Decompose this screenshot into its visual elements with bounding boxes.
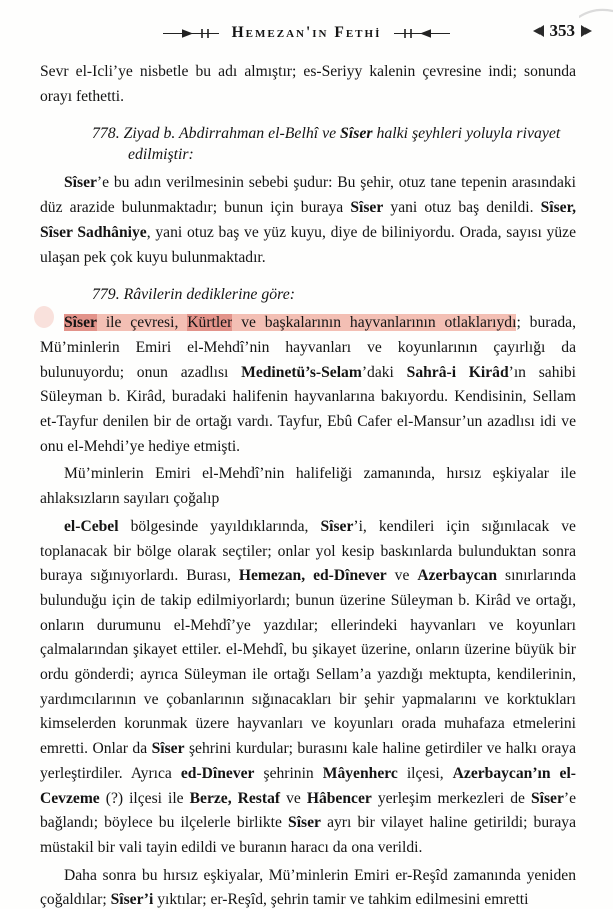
- text-run: Sîser, Sîser Sadhâniye: [40, 199, 576, 241]
- text-run: Berze, Restaf: [189, 789, 281, 807]
- paragraph: [40, 515, 576, 861]
- leaf-chevron-left-icon: [532, 24, 545, 38]
- text-run: Azerbaycan’ın el-Cevzeme: [40, 764, 576, 807]
- text-run: ve: [386, 567, 418, 585]
- highlighted-text: ile çevresi,: [96, 314, 188, 332]
- text-run: ; burada, Mü’minlerin Emiri el-Mehdî’nin hayvanları ve koyunlarının çayırlığı da bulunuyordu; onun azadlısı: [40, 314, 576, 381]
- text-run: Hemezan, ed-Dînever: [238, 567, 387, 585]
- text-run: Sîser’i: [110, 891, 154, 909]
- text-run: (?) ilçesi ile: [99, 789, 190, 807]
- text-run: şehrinin: [254, 764, 323, 782]
- page-number: 353: [549, 21, 575, 40]
- text-run: Sîser: [151, 740, 185, 758]
- text-run: yani otuz baş denildi.: [383, 199, 541, 217]
- page-body: [0, 60, 613, 909]
- text-run: Azerbaycan: [417, 567, 498, 585]
- text-run: Sîser: [530, 789, 564, 807]
- text-run: ’ın sahibi Süleyman b. Kirâd, buradaki halifenin hayvanlarına bakıyordu. Kendisinin, Sellam et-Tayfur denilen bir de ortağı vardı. Tayfur, Ebû Cafer el-Mansur’un azadlısı idi ve onu el-Mehdi’ye hediye etmişti.: [40, 363, 576, 455]
- highlighted-text: Kürtler: [187, 314, 233, 332]
- leaf-chevron-right-icon: [580, 24, 593, 38]
- text-run: Mâyenherc: [322, 764, 398, 782]
- text-run: Sîser: [288, 814, 321, 832]
- paragraph: [40, 60, 576, 109]
- running-head: [0, 20, 613, 46]
- paragraph: [40, 171, 576, 270]
- section-heading: [92, 284, 576, 305]
- text-run: ’daki: [361, 363, 407, 381]
- text-run: ve: [280, 789, 307, 807]
- text-run: şehrini kurdular; burasını kale haline getirdiler ve halkı oraya yerleştirdiler. Ayrıca: [40, 740, 576, 782]
- text-run: 778. Ziyad b. Abdirrahman el-Belhî ve: [92, 125, 341, 143]
- text-run: Hâbencer: [306, 789, 372, 807]
- text-run: 779. Râvilerin dediklerine göre:: [92, 286, 295, 304]
- highlight-smudge-artifact: [34, 306, 54, 328]
- text-run: Medinetü’s-Selam: [241, 363, 362, 381]
- text-run: ’e bağlandı; böylece bu ilçelerle birlikte: [40, 789, 576, 832]
- scan-streak-artifact: [579, 4, 613, 20]
- highlighted-text: ve başkalarının hayvanlarının otlaklarıydı: [232, 314, 517, 332]
- section-heading: [92, 123, 576, 165]
- folio: [532, 21, 594, 41]
- text-run: Sahrâ-i Kirâd: [406, 363, 509, 381]
- text-run: Sîser: [64, 174, 97, 192]
- text-run: ilçesi,: [397, 764, 453, 782]
- text-run: Sîser: [350, 199, 384, 217]
- text-run: ed-Dînever: [180, 764, 255, 782]
- text-run: ayrı bir vilayet haline getirildi; buraya müstakil bir vali tayin edildi ve buranın haracı da ona verildi.: [40, 814, 576, 856]
- highlighted-text: Sîser: [64, 314, 97, 332]
- text-run: Mü’minlerin Emiri el-Mehdî’nin halifeliği zamanında, hırsız eşkiyalar ile ahlaksızların sayıları çoğalıp: [40, 465, 576, 508]
- text-run: Sîser: [320, 517, 354, 535]
- paragraph: [40, 311, 576, 459]
- text-run: , yani otuz baş ve yüz kuyu, diye de biliniyordu. Orada, sayısı yüze ulaşan pek çok kuyu bulunmaktadır.: [40, 223, 576, 266]
- paragraph: [40, 462, 576, 511]
- text-run: Sevr el-Icli’ye nisbetle bu adı almıştır; es-Seriyy kalenin çevresine indi; sonunda orayı fethetti.: [40, 63, 576, 105]
- text-run: ’e bu adın verilmesinin sebebi şudur: Bu şehir, otuz tane tepenin arasındaki düz arazide bulunmaktadır; bunun için buraya: [40, 174, 576, 217]
- paragraph: [40, 864, 576, 909]
- text-run: yerleşim merkezleri de: [371, 789, 531, 807]
- arrow-divider-right-icon: [162, 28, 220, 39]
- text-run: sınırlarında bulunduğu için de takip edilmiyorlardı; bunun üzerine Süleyman b. Kirâd ve ortağı, onların durumunu el-Mehdî’ye yazdılar; ellerindeki hayvanları ve koyunları çalmalarından şikayet ettiler. el-Mehdî, bu şikayet üzerine, onların üzerine büyük bir ordu gönderdi; ayrıca Süleyman ile ortağı Sellam’a yazdığı mektupta, kendilerinin, yardımcılarının ve çobanlarının sığınacakları bir şehir yapmalarını ve korktukları kimselerden korunmak üzere hayvanları ve koyunları orada muhafaza etmelerini emretti. Onlar da: [40, 567, 577, 758]
- text-run: yıktılar; er-Reşîd, şehrin tamir ve tahkim edilmesini emretti: [153, 891, 529, 909]
- chapter-title: Hemezan'ın Fethi: [231, 24, 382, 41]
- text-run: halki şeyhleri yoluyla rivayet edilmiştir:: [128, 125, 561, 164]
- text-run: Daha sonra bu hırsız eşkiyalar, Mü’minlerin Emiri er-Reşîd zamanında yeniden çoğaldılar;: [40, 866, 576, 909]
- text-run: bölgesinde yayıldıklarında,: [118, 517, 321, 535]
- text-run: ’i, kendileri için sığınılacak ve toplanacak bir bölge olarak seçtiler; onlar yol kesip baskınlarda bulunduktan sonra buraya sığınıyorlardı. Burası,: [40, 517, 576, 585]
- text-run: Sîser: [340, 125, 373, 143]
- arrow-divider-left-icon: [393, 28, 451, 39]
- text-run: el-Cebel: [64, 517, 119, 535]
